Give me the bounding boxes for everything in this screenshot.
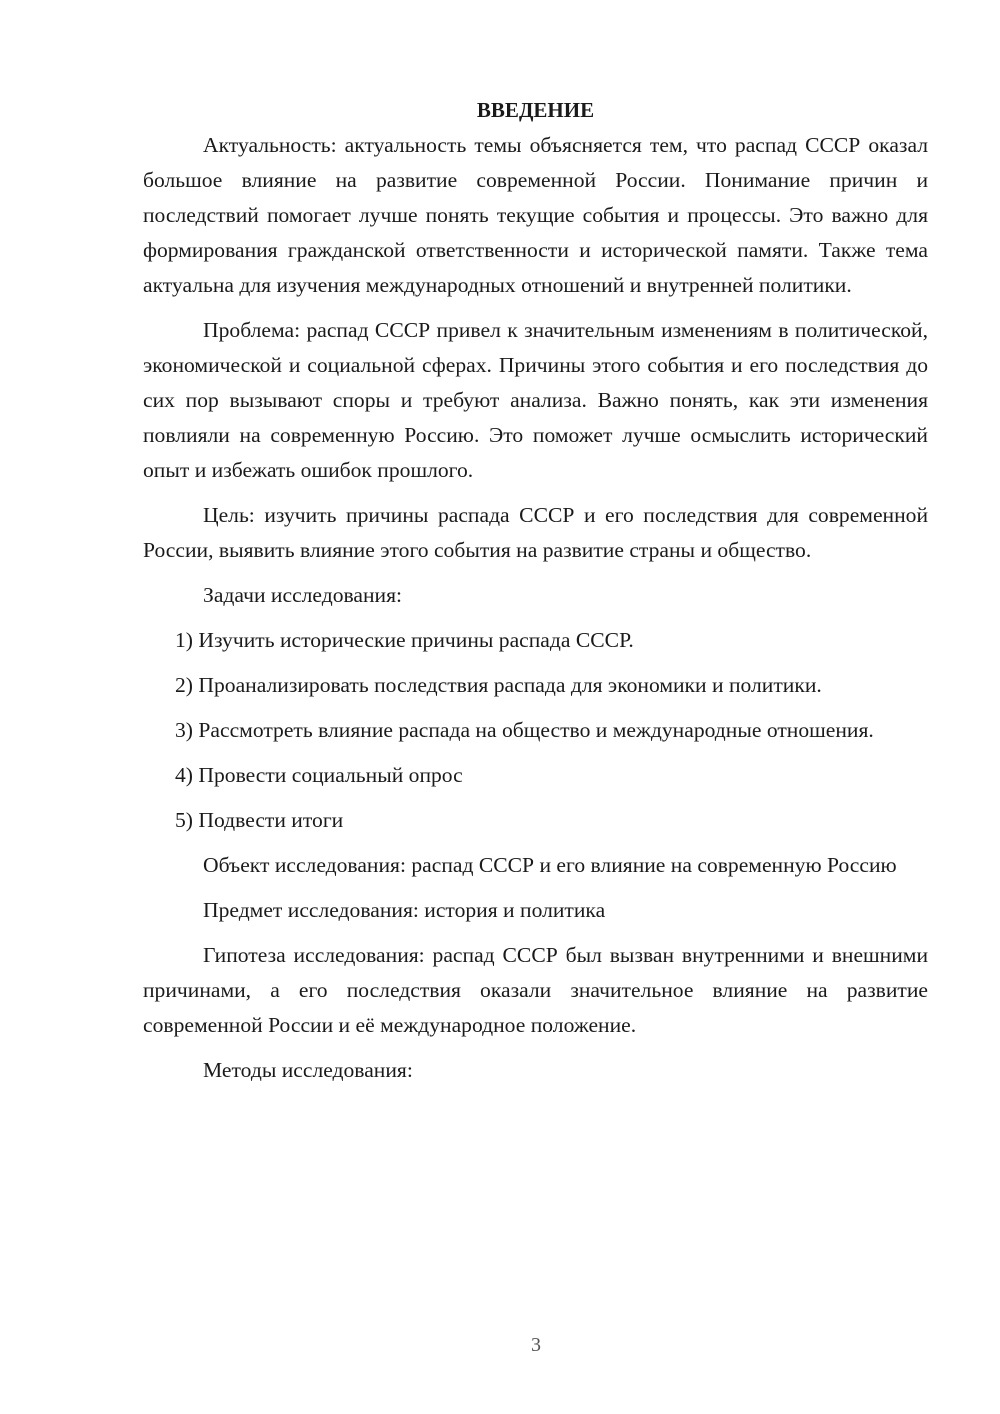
task-item-4: 4) Провести социальный опрос — [175, 763, 463, 787]
task-item-2: 2) Проанализировать последствия распада для экономики и политики. — [175, 673, 822, 697]
methods-paragraph: Методы исследования: — [203, 1058, 413, 1082]
document-page — [143, 92, 928, 1098]
relevance-paragraph: Актуальность: актуальность темы объясняется тем, что распад СССР оказал большое влияние на развитие современной России. Понимание причин и последствий помогает лучше понять текущие события и процессы. Это важно для формирования гражданской ответственности и исторической памяти. Также тема актуальна для изучения международных отношений и внутренней политики. — [143, 133, 928, 297]
problem-paragraph: Проблема: распад СССР привел к значительным изменениям в политической, экономической и социальной сферах. Причины этого события и его последствия до сих пор вызывают споры и требуют анализа. Важно понять, как эти изменения повлияли на современную Россию. Это поможет лучше осмыслить исторический опыт и избежать ошибок прошлого. — [143, 318, 928, 482]
hypothesis-paragraph: Гипотеза исследования: распад СССР был вызван внутренними и внешними причинами, а его последствия оказали значительное влияние на развитие современной России и её международное положение. — [143, 943, 928, 1037]
task-item-3: 3) Рассмотреть влияние распада на общество и международные отношения. — [175, 718, 874, 742]
subject-paragraph: Предмет исследования: история и политика — [203, 898, 606, 922]
goal-paragraph: Цель: изучить причины распада СССР и его последствия для современной России, выявить влияние этого события на развитие страны и общество. — [143, 503, 928, 562]
section-heading: ВВЕДЕНИЕ — [476, 98, 595, 122]
tasks-heading: Задачи исследования: — [203, 583, 403, 607]
task-item-1: 1) Изучить исторические причины распада СССР. — [175, 628, 634, 652]
task-item-5: 5) Подвести итоги — [175, 808, 344, 832]
page-number: 3 — [531, 1334, 541, 1356]
object-paragraph: Объект исследования: распад СССР и его влияние на современную Россию — [203, 853, 897, 877]
